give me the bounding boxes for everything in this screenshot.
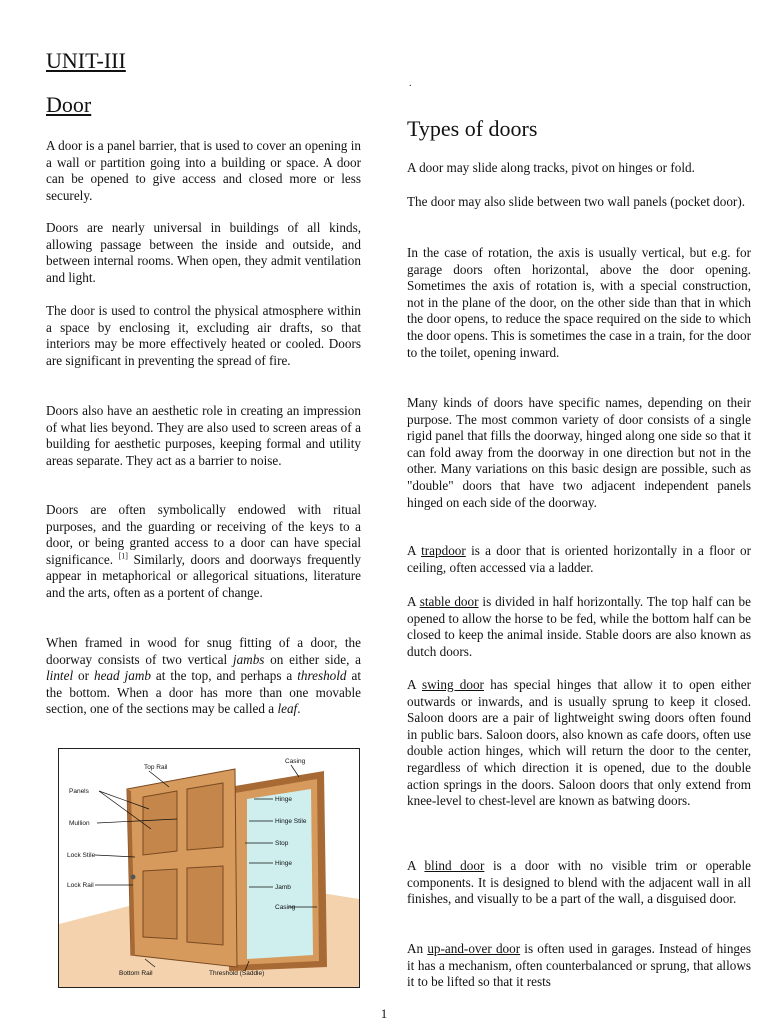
label-top-rail: Top Rail — [144, 764, 168, 771]
label-lock-rail: Lock Rail — [67, 882, 94, 889]
label-stop: Stop — [275, 840, 289, 847]
label-lock-stile: Lock Stile — [67, 852, 96, 859]
paragraph-up-and-over-door: An up-and-over door is often used in garages. Instead of hinges it has a mechanism, often counterbalanced or sprung, that allows it to be lifted so that it rests — [407, 941, 752, 990]
label-hinge-stile: Hinge Stile — [275, 818, 307, 825]
panel-top-right — [187, 783, 223, 850]
label-panels: Panels — [69, 788, 89, 795]
label-threshold: Threshold (Saddle) — [209, 970, 265, 977]
paragraph-universal: Doors are nearly universal in buildings of all kinds, allowing passage between the inside and outside, and between internal rooms. When open, they admit ventilation and light. — [46, 220, 361, 285]
paragraph-blind-door: A blind door is a door with no visible trim or operable components. It is designed to blend with the adjacent wall in all finishes, and visually to be a part of the wall, a disguised door. — [407, 858, 752, 907]
paragraph-stable-door: A stable door is divided in half horizontally. The top half can be opened to allow the horse to be fed, while the bottom half can be closed to keep the animal inside. Stable doors are also known as dutch doors. — [407, 594, 752, 659]
types-heading: Types of doors — [407, 116, 538, 141]
term-blind-door[interactable]: blind door — [424, 858, 485, 873]
panel-bottom-right — [187, 866, 223, 945]
stray-dot: . — [409, 78, 412, 89]
paragraph-kinds: Many kinds of doors have specific names, depending on their purpose. The most common variety of door consists of a single rigid panel that fills the doorway, hinged along one side so that it can fold away from the doorway in one direction but not in the other. Many variations on this basic design are possible, such as "double" doors that have two adjacent independent panels hinged on each side of the doorway. — [407, 395, 751, 510]
label-mullion: Mullion — [69, 820, 90, 827]
term-swing-door[interactable]: swing door — [422, 677, 484, 692]
unit-heading: UNIT-III — [46, 48, 126, 73]
door-diagram — [58, 748, 360, 988]
term-stable-door[interactable]: stable door — [419, 594, 479, 609]
label-hinge-2: Hinge — [275, 860, 292, 867]
paragraph-symbolic: Doors are often symbolically endowed with ritual purposes, and the guarding or receiving of the keys to a door, or being granted access to a door can have special significance. [1] Similarly, doors and doorways frequently appear in metaphorical or allegorical situations, literature and the arts, often as a portent of change. — [46, 502, 362, 600]
label-bottom-rail: Bottom Rail — [119, 970, 153, 977]
paragraph-definition: A door is a panel barrier, that is used to cover an opening in a wall or partition going into a building or space. A door can be opened to give access and closed more or less securely. — [46, 138, 361, 203]
label-casing-right: Casing — [275, 904, 296, 911]
paragraph-framing: When framed in wood for snug fitting of a door, the doorway consists of two vertical jambs on either side, a lintel or head jamb at the top, and perhaps a threshold at the bottom. When a door has more than one movable section, one of the sections may be called a leaf. — [46, 635, 361, 717]
label-hinge-1: Hinge — [275, 796, 292, 803]
paragraph-trapdoor: A trapdoor is a door that is oriented horizontally in a floor or ceiling, often accessed via a ladder. — [407, 543, 751, 575]
label-jamb: Jamb — [275, 884, 291, 891]
page-number: 1 — [380, 1006, 388, 1021]
label-casing-top: Casing — [285, 758, 306, 765]
paragraph-atmosphere: The door is used to control the physical atmosphere within a space by enclosing it, excluding air drafts, so that interiors may be more effectively heated or cooled. Doors are significant in preventing the spread of fire. — [46, 303, 361, 368]
term-trapdoor[interactable]: trapdoor — [421, 543, 466, 558]
paragraph-rotation: In the case of rotation, the axis is usually vertical, but e.g. for garage doors often horizontal, above the door opening. Sometimes the axis of rotation is, with a special construction, not in the plane of the door, on the other side than that in which the door opens, to reduce the space required on the side to which the door opens. This is sometimes the case in a train, for the door to the toilet, opening inward. — [407, 245, 751, 360]
paragraph-swing-door: A swing door has special hinges that allow it to open either outwards or inwards, and is usually sprung to keep it closed. Saloon doors are a pair of lightweight swing doors often found in public bars. Saloon doors, also known as cafe doors, often use double action hinges, which will return the door to the center, regardless of which direction it is opened, due to the double action springs in the doors. Saloon doors that only extend from knee-level to chest-level are known as batwing doors. — [407, 677, 751, 809]
paragraph-aesthetic: Doors also have an aesthetic role in creating an impression of what lies beyond. They are also used to screen areas of a building for aesthetic purposes, keeping formal and utility areas separate. They act as a barrier to noise. — [46, 403, 361, 468]
opening-glass — [247, 789, 313, 959]
door-knob — [131, 875, 136, 880]
paragraph-slide: A door may slide along tracks, pivot on hinges or fold. — [407, 160, 695, 175]
term-up-and-over-door[interactable]: up-and-over door — [427, 941, 521, 956]
paragraph-pocket: The door may also slide between two wall panels (pocket door). — [407, 194, 746, 209]
door-heading: Door — [46, 92, 92, 117]
panel-top-left — [143, 791, 177, 855]
panel-bottom-left — [143, 869, 177, 939]
citation-ref[interactable]: [1] — [118, 551, 128, 561]
